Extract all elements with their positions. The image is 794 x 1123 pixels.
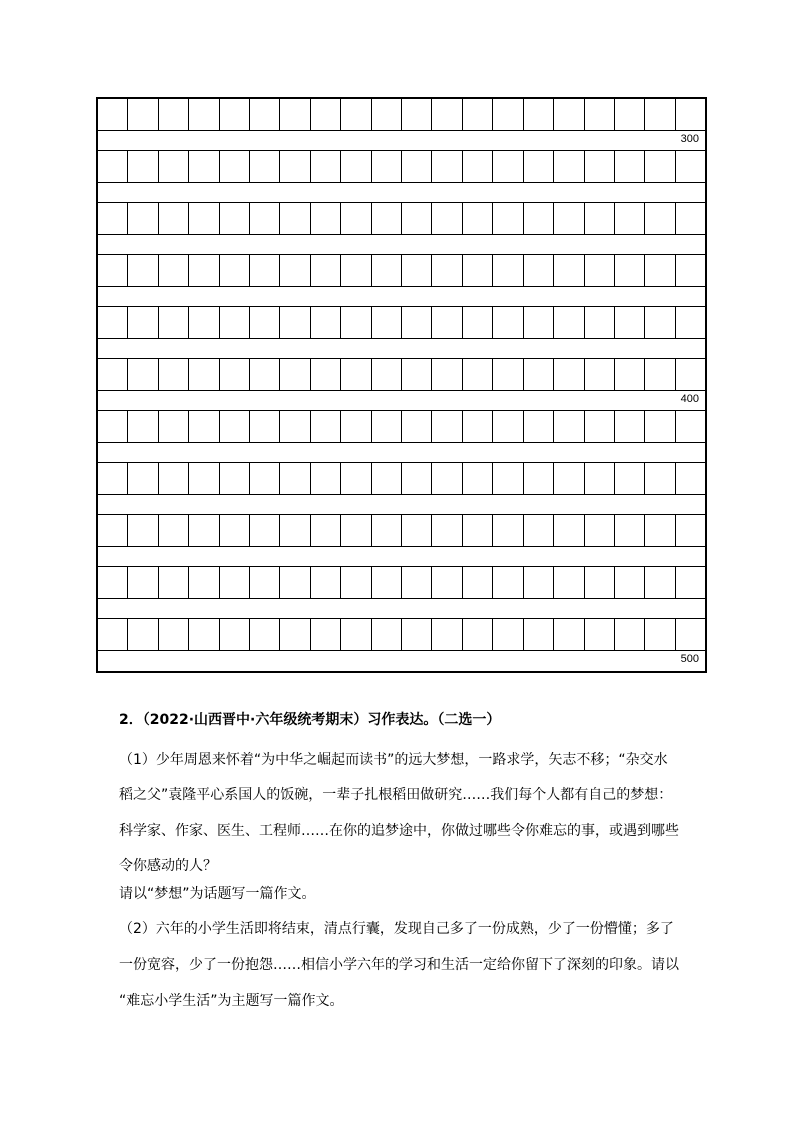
grid-cell (644, 255, 674, 286)
grid-cell (279, 411, 309, 442)
grid-cell (584, 411, 614, 442)
grid-cell (249, 463, 279, 494)
grid-cell (553, 151, 583, 182)
grid-cell (462, 567, 492, 598)
grid-row (98, 203, 705, 235)
grid-cell (371, 463, 401, 494)
grid-cell (614, 567, 644, 598)
grid-cell (371, 99, 401, 130)
grid-cell (98, 359, 127, 390)
grid-row (98, 151, 705, 183)
word-count-marker: 300 (680, 133, 699, 145)
question-line-5: 请以“梦想”为话题写一篇作文。 (119, 886, 316, 902)
grid-cell (584, 463, 614, 494)
grid-cell (644, 411, 674, 442)
grid-cell (158, 567, 188, 598)
word-count-marker: 400 (680, 393, 699, 405)
grid-cell (401, 203, 431, 234)
grid-cell (401, 515, 431, 546)
grid-cell (401, 151, 431, 182)
grid-cell (614, 463, 644, 494)
grid-cell (340, 307, 370, 338)
grid-cell (401, 359, 431, 390)
grid-cell (644, 307, 674, 338)
grid-cell (127, 203, 157, 234)
grid-cell (98, 307, 127, 338)
grid-cell (553, 619, 583, 650)
grid-cell (553, 255, 583, 286)
grid-cell (158, 99, 188, 130)
grid-cell (98, 619, 127, 650)
grid-cell (644, 463, 674, 494)
grid-cell (127, 359, 157, 390)
grid-cell (219, 307, 249, 338)
grid-cell (584, 255, 614, 286)
grid-cell (127, 411, 157, 442)
grid-cell (675, 619, 705, 650)
grid-cell (675, 307, 705, 338)
grid-cell (675, 99, 705, 130)
grid-cell (492, 619, 522, 650)
grid-cell (279, 255, 309, 286)
grid-cell (614, 99, 644, 130)
grid-cell (644, 619, 674, 650)
grid-cell (188, 515, 218, 546)
grid-cell (219, 99, 249, 130)
grid-cell (553, 307, 583, 338)
grid-cell (340, 151, 370, 182)
grid-cell (371, 307, 401, 338)
grid-cell (340, 463, 370, 494)
grid-cell (371, 515, 401, 546)
grid-cell (249, 515, 279, 546)
grid-cell (340, 411, 370, 442)
grid-cell (584, 307, 614, 338)
grid-cell (98, 255, 127, 286)
grid-cell (553, 99, 583, 130)
grid-cell (431, 307, 461, 338)
grid-cell (462, 359, 492, 390)
grid-cell (523, 515, 553, 546)
grid-cell (584, 203, 614, 234)
grid-gap-row (98, 339, 705, 359)
grid-cell (279, 463, 309, 494)
grid-gap-row (98, 235, 705, 255)
grid-cell (310, 515, 340, 546)
grid-cell (492, 463, 522, 494)
grid-cell (249, 619, 279, 650)
grid-cell (98, 151, 127, 182)
grid-cell (219, 619, 249, 650)
grid-cell (219, 151, 249, 182)
grid-cell (249, 307, 279, 338)
grid-cell (371, 359, 401, 390)
grid-cell (219, 411, 249, 442)
grid-cell (219, 203, 249, 234)
grid-cell (675, 359, 705, 390)
grid-cell (401, 255, 431, 286)
grid-cell (371, 151, 401, 182)
grid-cell (462, 255, 492, 286)
grid-cell (492, 151, 522, 182)
grid-cell (584, 619, 614, 650)
grid-cell (462, 99, 492, 130)
grid-cell (188, 255, 218, 286)
grid-cell (553, 359, 583, 390)
grid-cell (219, 255, 249, 286)
question-header: 2．（2022·山西晋中·六年级统考期末）习作表达。（二选一） (119, 712, 501, 728)
grid-cell (644, 203, 674, 234)
grid-cell (340, 99, 370, 130)
grid-cell (127, 151, 157, 182)
grid-cell (462, 411, 492, 442)
grid-cell (310, 307, 340, 338)
grid-cell (98, 515, 127, 546)
grid-cell (401, 307, 431, 338)
question-line-8: “难忘小学生活”为主题写一篇作文。 (119, 993, 344, 1009)
grid-cell (279, 515, 309, 546)
grid-cell (644, 515, 674, 546)
grid-cell (492, 255, 522, 286)
grid-cell (462, 463, 492, 494)
grid-cell (98, 463, 127, 494)
grid-cell (188, 151, 218, 182)
grid-cell (553, 463, 583, 494)
grid-cell (249, 99, 279, 130)
grid-cell (675, 463, 705, 494)
grid-cell (614, 203, 644, 234)
grid-gap-row (98, 443, 705, 463)
grid-cell (340, 359, 370, 390)
grid-cell (158, 151, 188, 182)
grid-cell (431, 567, 461, 598)
grid-cell (644, 359, 674, 390)
grid-row (98, 619, 705, 651)
grid-cell (98, 567, 127, 598)
grid-cell (188, 99, 218, 130)
grid-cell (401, 99, 431, 130)
grid-row (98, 99, 705, 131)
grid-cell (431, 255, 461, 286)
grid-cell (523, 411, 553, 442)
grid-cell (98, 99, 127, 130)
grid-cell (462, 619, 492, 650)
grid-gap-row (98, 131, 705, 151)
grid-cell (523, 567, 553, 598)
grid-cell (340, 255, 370, 286)
grid-gap-row (98, 183, 705, 203)
grid-cell (127, 307, 157, 338)
grid-cell (675, 255, 705, 286)
grid-cell (523, 255, 553, 286)
grid-cell (584, 151, 614, 182)
grid-cell (371, 411, 401, 442)
grid-cell (584, 567, 614, 598)
grid-gap-row (98, 391, 705, 411)
grid-cell (279, 307, 309, 338)
grid-cell (584, 99, 614, 130)
grid-cell (431, 619, 461, 650)
grid-cell (158, 359, 188, 390)
grid-cell (279, 567, 309, 598)
grid-cell (310, 463, 340, 494)
grid-cell (279, 619, 309, 650)
grid-cell (371, 619, 401, 650)
grid-cell (340, 567, 370, 598)
grid-cell (219, 567, 249, 598)
grid-cell (340, 203, 370, 234)
grid-cell (371, 255, 401, 286)
grid-cell (614, 619, 644, 650)
grid-cell (492, 307, 522, 338)
composition-grid (96, 97, 707, 673)
grid-cell (644, 151, 674, 182)
word-count-marker: 500 (680, 653, 699, 665)
grid-cell (614, 515, 644, 546)
question-line-6: （2）六年的小学生活即将结束，清点行囊，发现自己多了一份成熟，少了一份懵懂；多了 (119, 921, 674, 937)
grid-cell (158, 203, 188, 234)
grid-cell (492, 411, 522, 442)
grid-cell (310, 203, 340, 234)
grid-cell (371, 567, 401, 598)
grid-cell (431, 99, 461, 130)
grid-cell (401, 411, 431, 442)
grid-cell (158, 463, 188, 494)
grid-cell (614, 359, 644, 390)
grid-cell (614, 255, 644, 286)
grid-cell (310, 255, 340, 286)
grid-cell (219, 463, 249, 494)
grid-cell (431, 411, 461, 442)
grid-cell (523, 99, 553, 130)
grid-gap-row (98, 495, 705, 515)
grid-cell (310, 411, 340, 442)
grid-cell (340, 515, 370, 546)
grid-cell (401, 619, 431, 650)
grid-cell (127, 515, 157, 546)
grid-cell (188, 359, 218, 390)
grid-cell (462, 515, 492, 546)
grid-cell (614, 411, 644, 442)
grid-cell (675, 151, 705, 182)
question-line-4: 令你感动的人？ (119, 858, 217, 874)
grid-cell (279, 203, 309, 234)
grid-cell (523, 463, 553, 494)
grid-cell (401, 567, 431, 598)
grid-row (98, 307, 705, 339)
grid-cell (675, 411, 705, 442)
grid-cell (523, 619, 553, 650)
grid-cell (492, 567, 522, 598)
grid-cell (553, 203, 583, 234)
grid-cell (158, 411, 188, 442)
grid-cell (158, 515, 188, 546)
grid-cell (158, 255, 188, 286)
grid-cell (523, 203, 553, 234)
grid-cell (553, 567, 583, 598)
grid-cell (310, 567, 340, 598)
grid-cell (279, 99, 309, 130)
grid-cell (431, 515, 461, 546)
question-line-2: 稻之父”袁隆平心系国人的饭碗，一辈子扎根稻田做研究……我们每个人都有自己的梦想： (119, 787, 673, 803)
grid-cell (188, 203, 218, 234)
grid-cell (553, 515, 583, 546)
grid-cell (127, 255, 157, 286)
grid-cell (158, 307, 188, 338)
grid-cell (492, 515, 522, 546)
grid-gap-row (98, 547, 705, 567)
grid-cell (584, 359, 614, 390)
grid-cell (249, 255, 279, 286)
grid-cell (127, 99, 157, 130)
grid-cell (431, 151, 461, 182)
grid-cell (462, 307, 492, 338)
grid-cell (340, 619, 370, 650)
grid-gap-row (98, 651, 705, 671)
grid-cell (188, 307, 218, 338)
grid-cell (492, 359, 522, 390)
grid-cell (98, 203, 127, 234)
grid-cell (188, 411, 218, 442)
grid-cell (249, 359, 279, 390)
grid-row (98, 463, 705, 495)
grid-cell (431, 203, 461, 234)
grid-row (98, 255, 705, 287)
grid-cell (249, 203, 279, 234)
grid-cell (279, 359, 309, 390)
grid-cell (249, 411, 279, 442)
grid-cell (614, 151, 644, 182)
grid-cell (584, 515, 614, 546)
grid-cell (188, 463, 218, 494)
grid-cell (644, 99, 674, 130)
grid-cell (188, 567, 218, 598)
grid-cell (188, 619, 218, 650)
grid-cell (279, 151, 309, 182)
grid-row (98, 515, 705, 547)
grid-cell (310, 619, 340, 650)
grid-cell (614, 307, 644, 338)
grid-cell (249, 151, 279, 182)
grid-cell (462, 203, 492, 234)
grid-cell (127, 619, 157, 650)
grid-row (98, 567, 705, 599)
grid-cell (431, 463, 461, 494)
grid-cell (492, 203, 522, 234)
grid-cell (249, 567, 279, 598)
question-line-7: 一份宽容，少了一份抱怨……相信小学六年的学习和生活一定给你留下了深刻的印象。请以 (119, 957, 679, 973)
grid-cell (523, 307, 553, 338)
grid-gap-row (98, 287, 705, 307)
grid-cell (127, 463, 157, 494)
grid-cell (219, 515, 249, 546)
grid-cell (492, 99, 522, 130)
grid-row (98, 411, 705, 443)
grid-cell (98, 411, 127, 442)
grid-cell (462, 151, 492, 182)
grid-cell (127, 567, 157, 598)
grid-cell (675, 567, 705, 598)
grid-cell (401, 463, 431, 494)
grid-cell (310, 359, 340, 390)
question-line-3: 科学家、作家、医生、工程师……在你的追梦途中，你做过哪些令你难忘的事，或遇到哪些 (119, 823, 679, 839)
grid-cell (523, 151, 553, 182)
grid-cell (310, 151, 340, 182)
grid-cell (219, 359, 249, 390)
grid-cell (675, 203, 705, 234)
grid-row (98, 359, 705, 391)
grid-cell (553, 411, 583, 442)
grid-cell (310, 99, 340, 130)
question-line-1: （1）少年周恩来怀着“为中华之崛起而读书”的远大梦想，一路求学，矢志不移；“杂交水 (119, 752, 668, 768)
grid-cell (523, 359, 553, 390)
grid-cell (644, 567, 674, 598)
grid-cell (431, 359, 461, 390)
grid-gap-row (98, 599, 705, 619)
grid-cell (371, 203, 401, 234)
grid-cell (675, 515, 705, 546)
grid-cell (158, 619, 188, 650)
